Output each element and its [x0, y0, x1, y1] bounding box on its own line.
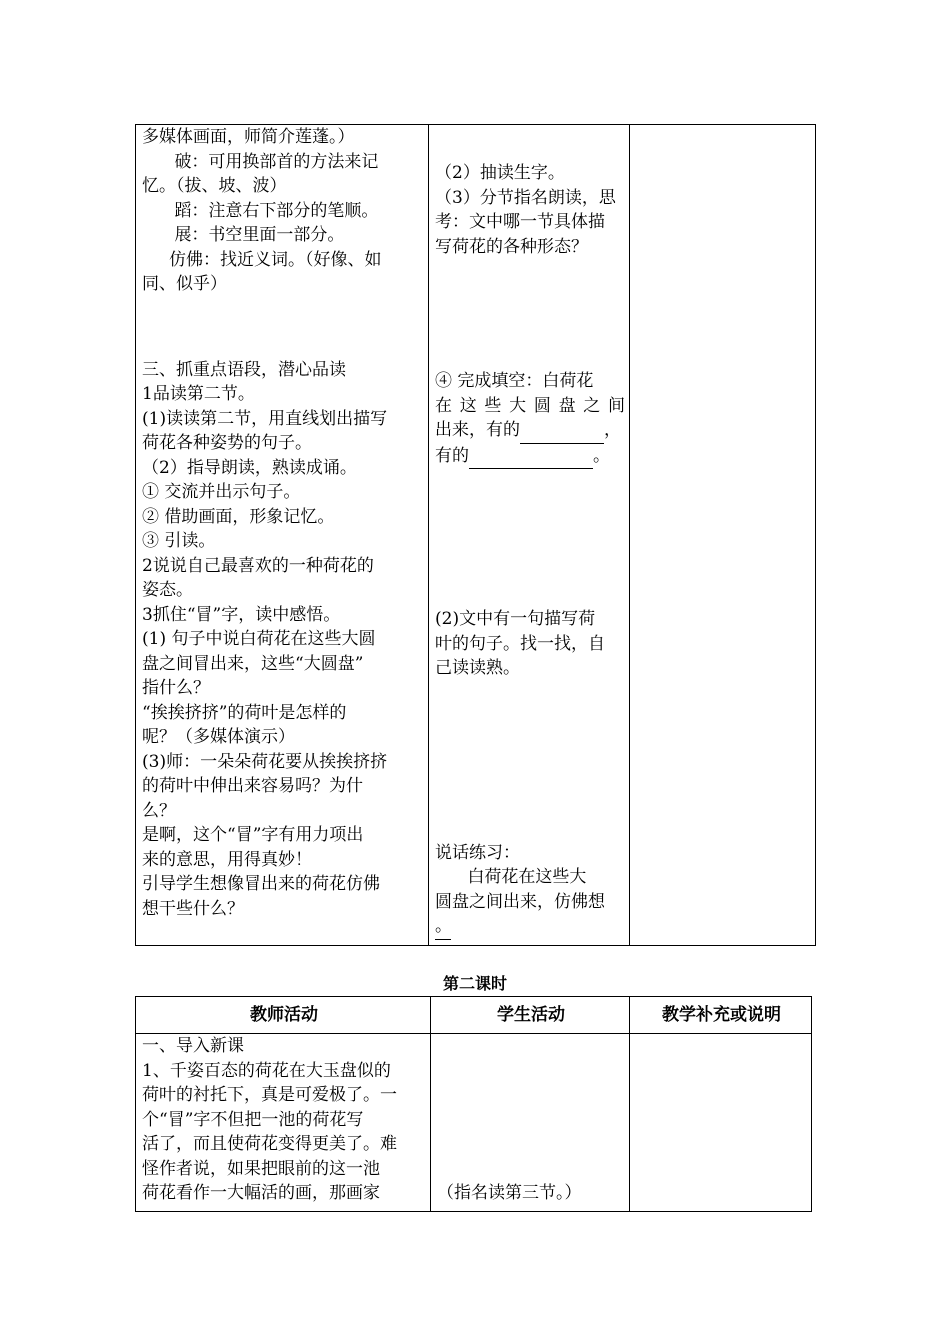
student-activity-cell [431, 1034, 630, 1212]
text-line: 写荷花的各种形态？ [435, 236, 588, 257]
text-line: 白荷花在这些大 [435, 867, 587, 887]
text-line: 姿态。 [142, 580, 193, 600]
text-line: 展：书空里面一部分。 [142, 225, 345, 245]
text-line: 1品读第二节。 [142, 384, 255, 404]
blank-field-2[interactable] [469, 444, 593, 470]
text-line: 指什么？ [142, 678, 210, 698]
text-line [435, 914, 625, 940]
text-line: ④ 完成填空：白荷花 [435, 371, 594, 391]
text-line: “挨挨挤挤”的荷叶是怎样的 [142, 702, 347, 723]
text-line: 荷花看作一大幅活的画，那画家 [142, 1183, 380, 1203]
teacher-block-1 [142, 125, 424, 297]
lesson-table-2 [135, 996, 812, 1212]
text-line: 己读读熟。 [435, 658, 520, 678]
text-line: 圆盘之间出来，仿佛想 [435, 891, 605, 912]
teacher-block-2 [142, 358, 424, 922]
text-line: 出来，有的 [435, 420, 520, 440]
text-line: 盘之间冒出来，这些“大圆盘” [142, 653, 364, 674]
text-line: 活了，而且使荷花变得更美了。难 [142, 1134, 397, 1154]
section-heading: 一、导入新课 [142, 1036, 244, 1056]
text-line: 在这些大圆盘之间 [435, 395, 625, 416]
text-line: 呢？（多媒体演示） [142, 727, 295, 747]
text-line: (1)读读第二节，用直线划出描写 [142, 408, 388, 429]
header-teacher-activity: 教师活动 [136, 997, 431, 1034]
teacher-activity-cell [136, 1034, 431, 1212]
header-notes: 教学补充或说明 [630, 997, 812, 1034]
text-line: 么？ [142, 800, 176, 821]
text-line: 破：可用换部首的方法来记 [142, 151, 379, 172]
fill-line-2 [435, 444, 625, 470]
text-line: （2）抽读生字。 [435, 163, 565, 183]
text-line: ③ 引读。 [142, 531, 216, 551]
notes-cell [630, 125, 816, 946]
text-line: 2说说自己最喜欢的一种荷花的 [142, 555, 374, 576]
text-line: ① 交流并出示句子。 [142, 482, 301, 502]
text-line: （2）指导朗读，熟读成诵。 [142, 457, 357, 478]
text-line: 1、千姿百态的荷花在大玉盘似的 [142, 1060, 391, 1081]
text-line: 的荷叶中伸出来容易吗？为什 [142, 776, 363, 796]
student-block-1 [435, 161, 625, 259]
text-line: （3）分节指名朗读，思 [435, 187, 616, 208]
student-activity-cell [429, 125, 630, 946]
teacher-activity-cell [136, 125, 429, 946]
text-line: 来的意思，用得真妙！ [142, 849, 312, 870]
text-line: 叶的句子。找一找，自 [435, 633, 605, 654]
text-line: 有的 [435, 445, 469, 466]
text-line: 说话练习： [435, 842, 520, 863]
session-title: 第二课时 [442, 974, 507, 993]
text-line: (3)师：一朵朵荷花要从挨挨挤挤 [142, 751, 388, 772]
text-line: (1) 句子中说白荷花在这些大圆 [142, 629, 376, 649]
text-line: (2)文中有一句描写荷 [435, 609, 596, 629]
blank-field-1[interactable] [520, 418, 604, 444]
text-line: 多媒体画面，师简介莲蓬。） [142, 127, 355, 147]
header-student-activity: 学生活动 [431, 997, 630, 1034]
text-line: 怪作者说，如果把眼前的这一池 [142, 1158, 380, 1179]
text-line: 是啊，这个“冒”字有用力项出 [142, 825, 364, 845]
text-line: 想干些什么？ [142, 898, 244, 919]
fill-in-exercise [435, 369, 625, 469]
student-block-3 [435, 607, 625, 681]
notes-cell [630, 1034, 812, 1212]
text-line: 个“冒”字不但把一池的荷花写 [142, 1109, 364, 1130]
text-line: （指名读第三节。） [437, 1183, 582, 1203]
text-line: 忆。（拔、坡、波） [142, 176, 287, 196]
section-heading: 三、抓重点语段，潜心品读 [142, 359, 346, 380]
text-line: 蹈：注意右下部分的笔顺。 [142, 200, 379, 221]
punctuation: 。 [593, 445, 610, 466]
text-line: 同、似乎） [142, 274, 227, 294]
text-line: 荷花各种姿势的句子。 [142, 433, 312, 453]
text-line: ② 借助画面，形象记忆。 [142, 506, 335, 527]
speaking-exercise [435, 841, 625, 940]
text-line: 荷叶的衬托下，真是可爱极了。一 [142, 1085, 397, 1105]
text-line: 3抓住“冒”字，读中感悟。 [142, 604, 341, 625]
fill-line-1 [435, 418, 625, 444]
blank-field-3[interactable]: 。 [435, 914, 451, 940]
punctuation: ， [604, 420, 621, 440]
text-line: 考：文中哪一节具体描 [435, 212, 605, 232]
lesson-table-1 [135, 124, 816, 946]
text-line: 仿佛：找近义词。（好像、如 [142, 249, 382, 270]
text-line: 引导学生想像冒出来的荷花仿佛 [142, 874, 380, 894]
